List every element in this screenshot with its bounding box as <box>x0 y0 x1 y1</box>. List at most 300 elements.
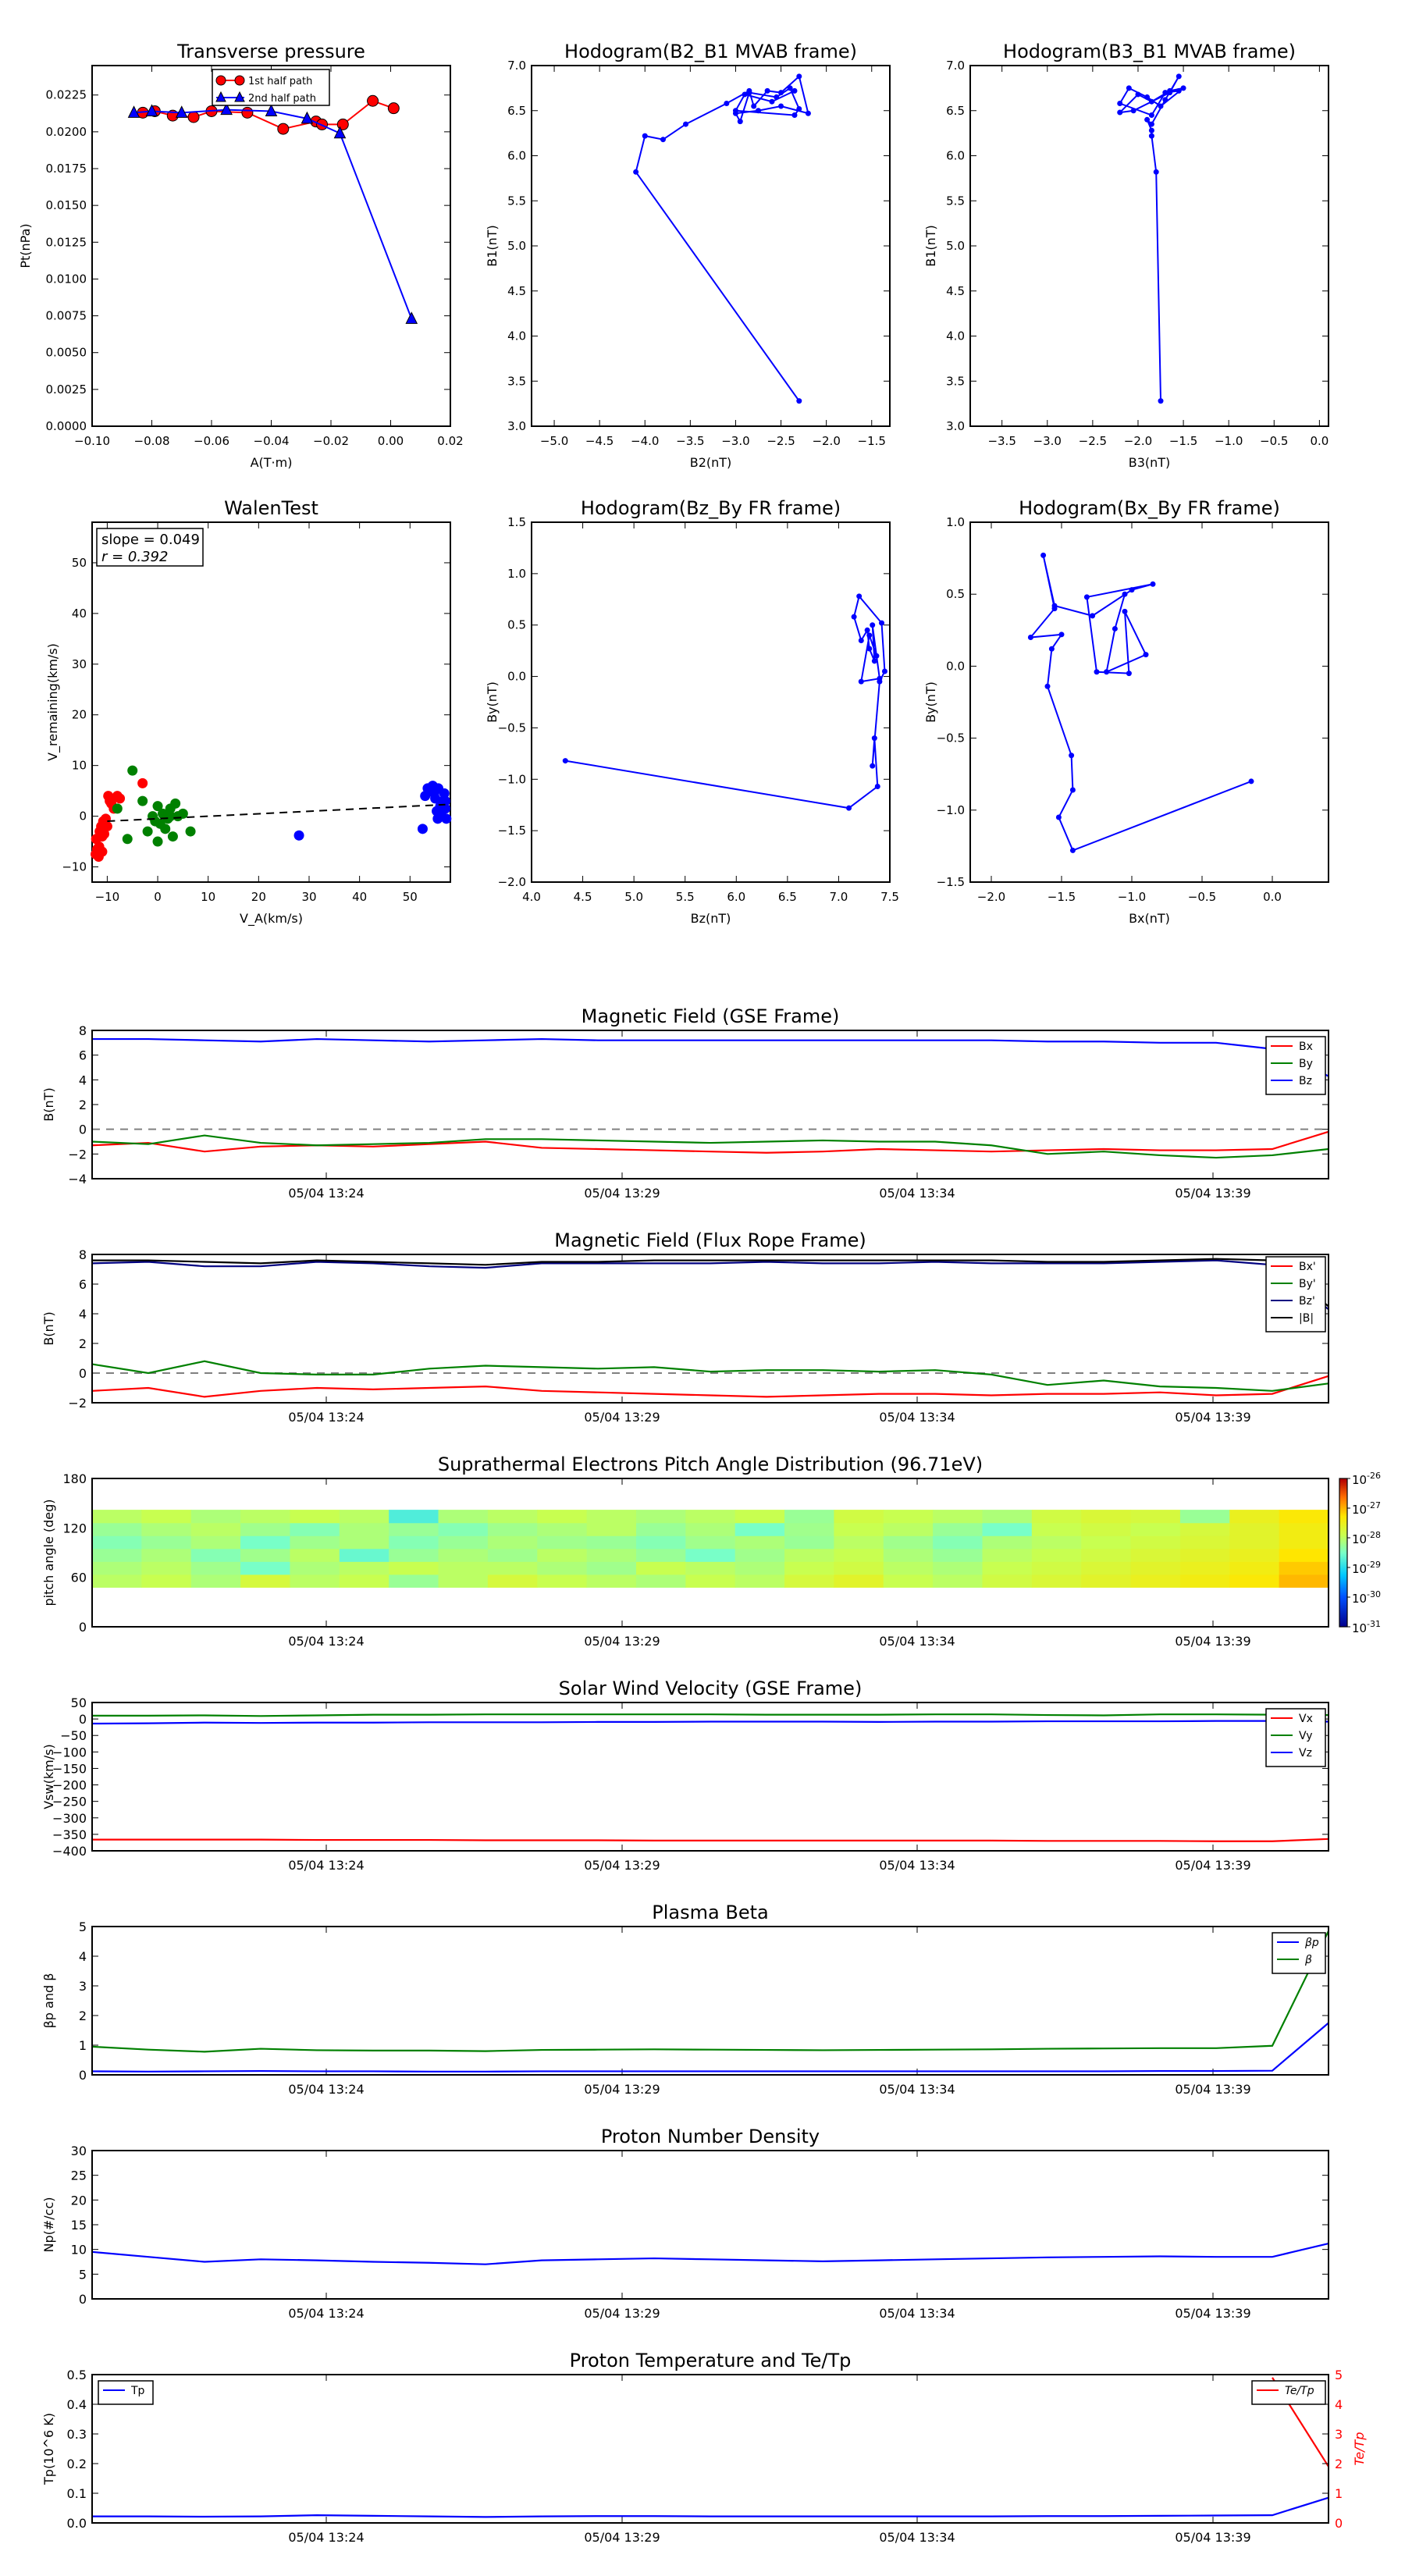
y2-tick-label: 1 <box>1335 2486 1343 2501</box>
series-line-Np <box>92 2243 1329 2265</box>
heatmap-cell <box>1279 1523 1329 1536</box>
plot-frame <box>92 66 450 426</box>
slope-annotation: slope = 0.049 <box>101 532 200 548</box>
legend-box <box>98 2381 153 2404</box>
colorbar-label-exp: -26 <box>1367 1471 1381 1481</box>
panel-tp2 <box>41 2350 1367 2545</box>
heatmap-cell <box>1279 1574 1329 1588</box>
y-tick-label: 1.0 <box>946 515 965 529</box>
y-tick-label: −4 <box>68 1172 87 1187</box>
data-point <box>1049 646 1055 652</box>
heatmap-cell <box>389 1561 439 1574</box>
y-tick-label: 2 <box>78 2008 87 2023</box>
heatmap-cell <box>784 1549 834 1562</box>
data-point <box>769 99 774 105</box>
data-point <box>872 735 877 741</box>
y-tick-label: 0.0 <box>946 659 965 674</box>
plot-frame <box>92 2375 1329 2523</box>
y-tick-label: 0.0075 <box>45 308 87 323</box>
y-tick-label: 2 <box>78 1336 87 1351</box>
x-tick-label: −1.0 <box>1214 434 1243 448</box>
data-point <box>1056 815 1062 820</box>
data-point <box>875 784 880 789</box>
legend-label: 2nd half path <box>248 93 316 105</box>
heatmap-cell <box>1081 1510 1131 1523</box>
heatmap-cell <box>636 1523 686 1536</box>
chart-title: Magnetic Field (GSE Frame) <box>581 1005 840 1027</box>
data-point <box>791 112 797 118</box>
data-point <box>1162 97 1168 102</box>
heatmap-cell <box>834 1523 884 1536</box>
heatmap-cell <box>191 1510 241 1523</box>
heatmap-cell <box>290 1523 340 1536</box>
chart-title: Proton Temperature and Te/Tp <box>569 2350 852 2371</box>
data-point <box>1052 603 1058 608</box>
heatmap-cell <box>191 1535 241 1549</box>
data-point <box>865 628 870 633</box>
heatmap-cell <box>982 1535 1032 1549</box>
data-point <box>1154 169 1159 175</box>
y2-tick-label: 2 <box>1335 2457 1343 2471</box>
y2-tick-label: 4 <box>1335 2397 1343 2412</box>
heatmap-cell <box>389 1523 439 1536</box>
heatmap-cell <box>290 1535 340 1549</box>
y-tick-label: −0.5 <box>936 731 965 745</box>
y-tick-label: 8 <box>78 1247 87 1262</box>
data-point <box>1176 88 1182 94</box>
heatmap-cell <box>92 1510 142 1523</box>
x-tick-label: 6.5 <box>777 890 797 904</box>
data-point-red <box>105 796 115 806</box>
legend-label: Bz' <box>1299 1295 1315 1308</box>
data-point <box>1158 398 1164 404</box>
heatmap-cell <box>488 1561 538 1574</box>
data-point <box>1045 684 1051 689</box>
x-tick-label: 05/04 13:24 <box>288 1634 365 1649</box>
plot-frame <box>532 66 890 426</box>
heatmap-cell <box>488 1510 538 1523</box>
legend-label: Te/Tp <box>1285 2385 1314 2397</box>
panel-h13 <box>923 41 1329 470</box>
heatmap-cell <box>1180 1549 1230 1562</box>
data-point <box>756 108 761 113</box>
heatmap-cell <box>191 1549 241 1562</box>
legend-label: Bx' <box>1299 1261 1316 1273</box>
legend-marker <box>235 76 244 85</box>
heatmap-cell <box>1180 1510 1230 1523</box>
heatmap-cell <box>141 1535 191 1549</box>
y-axis-label: pitch angle (deg) <box>41 1499 56 1606</box>
heatmap-cell <box>191 1561 241 1574</box>
data-point <box>1104 669 1109 674</box>
y-tick-label: 1.5 <box>507 515 526 529</box>
y-tick-label: 5.0 <box>946 239 965 253</box>
heatmap-cell <box>685 1574 735 1588</box>
data-point <box>1126 85 1132 91</box>
x-axis-label: V_A(km/s) <box>240 911 303 926</box>
heatmap-cell <box>389 1549 439 1562</box>
heatmap-cell <box>636 1561 686 1574</box>
x-tick-label: −2.0 <box>1123 434 1153 448</box>
heatmap-cell <box>439 1535 489 1549</box>
y-tick-label: 0.0125 <box>45 235 87 250</box>
heatmap-cell <box>240 1510 290 1523</box>
heatmap-cell <box>537 1510 587 1523</box>
legend <box>98 2381 153 2404</box>
heatmap-cell <box>685 1549 735 1562</box>
series-line-Vx <box>92 1839 1329 1841</box>
x-tick-label: −3.5 <box>676 434 705 448</box>
x-tick-label: −1.5 <box>1047 890 1076 904</box>
heatmap-cell <box>488 1574 538 1588</box>
chart-title: Plasma Beta <box>652 1902 769 1923</box>
data-point <box>870 622 875 628</box>
heatmap-cell <box>587 1510 637 1523</box>
y-axis-label: Np(#/cc) <box>41 2197 56 2253</box>
chart-title: Hodogram(B2_B1 MVAB frame) <box>564 41 857 62</box>
x-tick-label: 10 <box>201 890 216 904</box>
data-point <box>368 95 379 106</box>
data-point <box>856 593 862 599</box>
y-tick-label: 10 <box>71 758 87 773</box>
data-point <box>791 88 797 94</box>
colorbar-label-exp: -29 <box>1367 1560 1381 1570</box>
data-point-green <box>160 824 170 834</box>
data-point <box>1117 101 1122 106</box>
data-point <box>660 137 666 142</box>
heatmap-cell <box>1229 1549 1279 1562</box>
x-tick-label: 05/04 13:29 <box>584 1410 660 1425</box>
y-tick-label: 5.5 <box>507 194 526 208</box>
r-annotation: r = 0.392 <box>101 549 169 565</box>
heatmap-cell <box>439 1549 489 1562</box>
heatmap-cell <box>834 1510 884 1523</box>
x-tick-label: −1.5 <box>857 434 886 448</box>
data-point-green <box>127 766 137 776</box>
data-point <box>1084 594 1090 600</box>
panel-beta <box>41 1902 1329 2097</box>
hodogram-line <box>636 76 809 401</box>
panel-vsw <box>41 1678 1329 1873</box>
heatmap-cell <box>587 1549 637 1562</box>
data-point <box>388 103 399 114</box>
heatmap-cell <box>982 1574 1032 1588</box>
legend <box>1252 2381 1325 2404</box>
heatmap-cell <box>92 1535 142 1549</box>
y-tick-label: 0 <box>78 2068 87 2083</box>
data-point <box>1144 94 1150 100</box>
x-tick-label: −5.0 <box>539 434 569 448</box>
colorbar-label-base: 10 <box>1352 1562 1368 1576</box>
heatmap-cell <box>1081 1535 1131 1549</box>
heatmap-cell <box>685 1535 735 1549</box>
y-tick-label: −350 <box>52 1827 87 1842</box>
data-point <box>1040 553 1046 558</box>
heatmap-cell <box>389 1510 439 1523</box>
data-point <box>1149 128 1154 133</box>
x-tick-label: 05/04 13:24 <box>288 1410 365 1425</box>
data-point <box>1069 753 1074 758</box>
x-tick-label: 20 <box>251 890 266 904</box>
legend-label: By <box>1299 1058 1313 1070</box>
heatmap-cell <box>290 1574 340 1588</box>
data-point <box>870 763 875 769</box>
y-tick-label: −2 <box>68 1396 87 1411</box>
hodogram-line <box>1030 555 1251 850</box>
series-line-2nd-half-path <box>134 110 412 319</box>
heatmap-cell <box>340 1574 389 1588</box>
heatmap-cell <box>982 1549 1032 1562</box>
x-tick-label: 05/04 13:24 <box>288 1858 365 1873</box>
heatmap-cell <box>982 1561 1032 1574</box>
data-point-green <box>150 817 160 827</box>
y-tick-label: 30 <box>70 2144 87 2158</box>
y-tick-label: 0.5 <box>946 587 965 602</box>
heatmap-cell <box>735 1510 785 1523</box>
x-tick-label: −0.5 <box>1187 890 1217 904</box>
y-tick-label: −50 <box>60 1728 87 1744</box>
heatmap-cell <box>1081 1561 1131 1574</box>
heatmap-cell <box>537 1535 587 1549</box>
data-point <box>1028 635 1033 640</box>
colorbar <box>1339 1471 1381 1635</box>
y-axis-label: βp and β <box>41 1973 56 2029</box>
heatmap-cell <box>1279 1510 1329 1523</box>
data-point <box>774 94 779 100</box>
x-axis-label: A(T·m) <box>250 455 293 470</box>
series-line-Vz <box>92 1721 1329 1724</box>
heatmap-cell <box>1081 1549 1131 1562</box>
series-line-Vy <box>92 1714 1329 1716</box>
chart-title: WalenTest <box>224 497 318 519</box>
data-point <box>877 676 882 681</box>
legend <box>1272 1933 1325 1973</box>
plot-frame <box>92 1254 1329 1403</box>
series-line-Bz <box>92 1039 1329 1076</box>
y-axis-label: Tp(10^6 K) <box>41 2413 56 2485</box>
data-point-blue <box>294 831 304 841</box>
x-tick-label: 05/04 13:29 <box>584 1858 660 1873</box>
y-tick-label: 7.0 <box>946 59 965 73</box>
x-tick-label: 05/04 13:39 <box>1175 2082 1251 2097</box>
legend-label: By' <box>1299 1278 1316 1290</box>
y-tick-label: 20 <box>71 707 87 722</box>
y-tick-label: −2 <box>68 1147 87 1162</box>
heatmap-cell <box>439 1510 489 1523</box>
y-tick-label: 15 <box>70 2218 87 2233</box>
heatmap-cell <box>884 1561 934 1574</box>
heatmap-cell <box>784 1523 834 1536</box>
series-line-βp <box>92 2023 1329 2072</box>
legend <box>212 69 329 105</box>
series-line-Bx' <box>92 1376 1329 1397</box>
data-point <box>879 621 884 626</box>
x-tick-label: 50 <box>402 890 418 904</box>
data-point <box>751 103 756 109</box>
data-point <box>188 112 199 123</box>
heatmap-cell <box>92 1523 142 1536</box>
heatmap-cell <box>1131 1535 1181 1549</box>
heatmap-cell <box>141 1574 191 1588</box>
legend-label: Vz <box>1299 1747 1312 1759</box>
panel-h23 <box>485 41 890 470</box>
x-tick-label: 7.0 <box>829 890 848 904</box>
y-tick-label: 0.5 <box>507 617 526 632</box>
heatmap-cell <box>933 1535 983 1549</box>
legend-label: Vy <box>1299 1730 1313 1742</box>
data-point <box>1117 110 1122 116</box>
heatmap-cell <box>735 1535 785 1549</box>
x-axis-label: Bx(nT) <box>1129 911 1170 926</box>
heatmap-cell <box>439 1523 489 1536</box>
heatmap-cell <box>1229 1561 1279 1574</box>
y-tick-label: 4 <box>78 1307 87 1322</box>
y-axis-label: B1(nT) <box>485 225 500 267</box>
legend-box <box>1266 1257 1325 1332</box>
y-tick-label: 4 <box>78 1073 87 1088</box>
heatmap-cell <box>340 1535 389 1549</box>
x-tick-label: −2.0 <box>812 434 841 448</box>
y-tick-label: −1.0 <box>936 802 965 817</box>
x-tick-label: 0.02 <box>437 434 464 448</box>
heatmap-cell <box>1229 1510 1279 1523</box>
legend <box>1266 1257 1325 1332</box>
data-point <box>846 806 852 811</box>
y-tick-label: 5 <box>78 1920 87 1934</box>
heatmap-cell <box>784 1535 834 1549</box>
heatmap-cell <box>735 1561 785 1574</box>
data-point <box>1094 669 1100 674</box>
data-point <box>1059 632 1065 637</box>
data-point <box>242 107 253 118</box>
heatmap-cell <box>1032 1561 1082 1574</box>
y-tick-label: 0.0175 <box>45 162 87 176</box>
chart-title: Hodogram(Bx_By FR frame) <box>1019 497 1280 519</box>
heatmap-cell <box>834 1535 884 1549</box>
heatmap-cell <box>191 1574 241 1588</box>
legend <box>1266 1709 1325 1767</box>
chart-title: Magnetic Field (Flux Rope Frame) <box>554 1229 866 1251</box>
data-point <box>1112 626 1118 632</box>
heatmap-cell <box>290 1549 340 1562</box>
data-point <box>872 658 877 664</box>
heatmap-cell <box>933 1510 983 1523</box>
y-axis-label: B1(nT) <box>923 225 938 267</box>
chart-title: Suprathermal Electrons Pitch Angle Distribution (96.71eV) <box>437 1453 984 1475</box>
data-point <box>683 122 688 127</box>
colorbar-label-base: 10 <box>1352 1503 1368 1517</box>
y-tick-label: 4.5 <box>946 283 965 298</box>
y-tick-label: 0 <box>78 2292 87 2307</box>
colorbar-label-exp: -27 <box>1367 1500 1381 1510</box>
x-tick-label: 0 <box>154 890 162 904</box>
heatmap-cell <box>537 1549 587 1562</box>
heatmap-cell <box>1229 1574 1279 1588</box>
data-point <box>724 101 729 106</box>
legend-label: βp <box>1305 1937 1319 1949</box>
data-point-blue <box>418 824 428 834</box>
y-tick-label: 0.0225 <box>45 87 87 102</box>
x-tick-label: 05/04 13:29 <box>584 2082 660 2097</box>
data-point <box>1122 592 1128 597</box>
x-tick-label: −1.5 <box>1168 434 1198 448</box>
y-tick-label: 0.0050 <box>45 345 87 360</box>
y-tick-label: 0.0 <box>66 2516 87 2531</box>
y-axis-label: B(nT) <box>41 1311 56 1346</box>
y-tick-label: −1.5 <box>936 875 965 889</box>
data-point <box>563 758 568 763</box>
x-tick-label: −1.0 <box>1117 890 1147 904</box>
heatmap-cell <box>488 1523 538 1536</box>
x-tick-label: 4.5 <box>573 890 592 904</box>
data-point <box>1144 117 1150 123</box>
y-tick-label: 5 <box>78 2267 87 2282</box>
y-tick-label: 0 <box>79 809 87 824</box>
y-tick-label: 6.5 <box>946 103 965 118</box>
y-tick-label: 180 <box>62 1471 87 1486</box>
x-tick-label: 05/04 13:29 <box>584 1634 660 1649</box>
y-tick-label: 8 <box>78 1023 87 1038</box>
y-tick-label: −2.0 <box>497 875 526 889</box>
colorbar-label-base: 10 <box>1352 1621 1368 1635</box>
x-tick-label: 05/04 13:39 <box>1175 1410 1251 1425</box>
heatmap-cell <box>1131 1561 1181 1574</box>
x-tick-label: −0.5 <box>1260 434 1289 448</box>
data-point-green <box>143 827 153 837</box>
x-tick-label: 0.00 <box>377 434 404 448</box>
heatmap-cell <box>191 1523 241 1536</box>
series-line-Tp <box>92 2498 1329 2517</box>
y-tick-label: 0.4 <box>66 2397 87 2412</box>
panel-mag_fr <box>41 1229 1329 1425</box>
heatmap-cell <box>389 1535 439 1549</box>
heatmap-cell <box>685 1523 735 1536</box>
heatmap-cell <box>587 1561 637 1574</box>
heatmap-cell <box>1131 1574 1181 1588</box>
x-tick-label: 05/04 13:24 <box>288 2306 365 2321</box>
y-axis-label: V_remaining(km/s) <box>45 643 60 761</box>
legend-label: Bx <box>1299 1041 1313 1053</box>
heatmap-cell <box>439 1574 489 1588</box>
data-point <box>1151 582 1156 587</box>
x-tick-label: 05/04 13:39 <box>1175 1634 1251 1649</box>
y-tick-label: 0.0150 <box>45 198 87 213</box>
data-point <box>852 614 857 620</box>
y-tick-label: 0.3 <box>66 2427 87 2442</box>
x-tick-label: −4.0 <box>631 434 660 448</box>
x-tick-label: 05/04 13:34 <box>879 1186 955 1201</box>
heatmap-cell <box>1279 1549 1329 1562</box>
heatmap-cell <box>1032 1523 1082 1536</box>
data-point-green <box>168 831 178 841</box>
data-point-green <box>186 827 196 837</box>
plot-frame <box>92 1030 1329 1179</box>
hodogram-line <box>565 596 884 808</box>
data-point-blue <box>422 783 432 793</box>
panel-tp <box>18 41 464 470</box>
y-tick-label: −1.0 <box>497 772 526 787</box>
y-tick-label: 50 <box>70 1695 87 1710</box>
y-tick-label: 7.0 <box>507 59 526 73</box>
y-tick-label: 3.0 <box>946 419 965 433</box>
y-tick-label: 0.0 <box>507 669 526 684</box>
data-point <box>1149 122 1154 127</box>
heatmap-cell <box>587 1574 637 1588</box>
x-tick-label: 05/04 13:39 <box>1175 2530 1251 2545</box>
series-line-β <box>92 1931 1329 2052</box>
data-point-red <box>137 778 148 788</box>
y-tick-label: −200 <box>52 1777 87 1793</box>
